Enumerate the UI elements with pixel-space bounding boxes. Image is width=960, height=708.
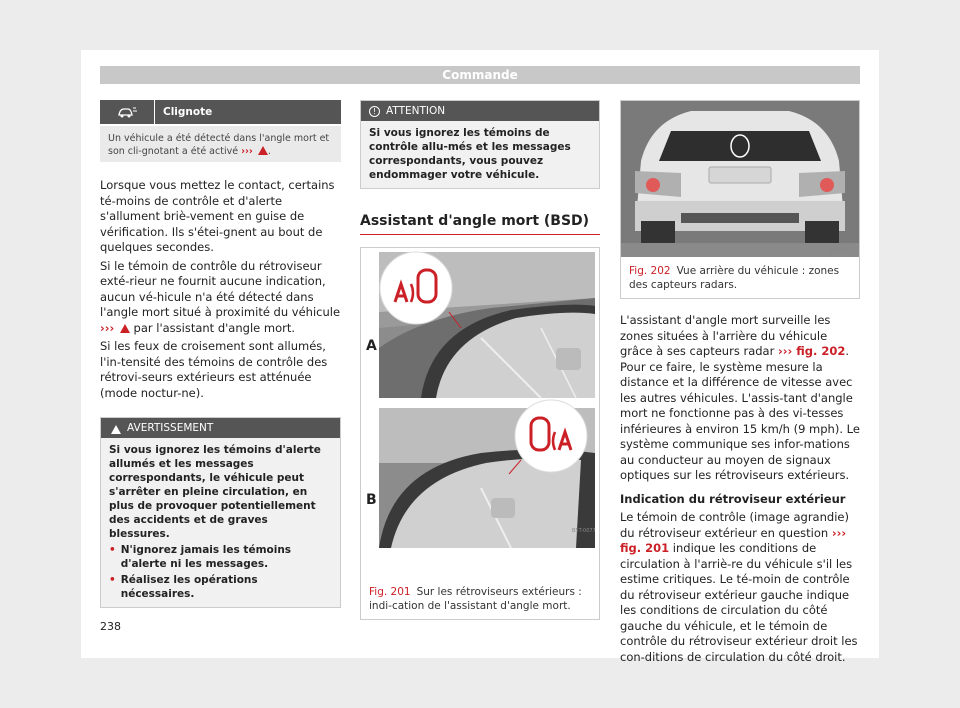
info-icon: ! [369, 106, 380, 117]
paragraph: Si les feux de croisement sont allumés, l'in-tensité des témoins de contrôle des rétrovi-seurs extérieurs est atténuée (mode noctur-ne). [100, 339, 328, 400]
paragraph [100, 259, 341, 337]
warning-bullet: • N'ignorez jamais les témoins d'alerte ni les messages. [109, 544, 292, 570]
figure-201 [360, 247, 600, 620]
column-left [100, 100, 341, 608]
figure-label: Fig. 201 [369, 586, 411, 598]
image-code: B6F-0027 [828, 248, 853, 254]
warning-icon [120, 324, 130, 333]
warning-icon [111, 425, 121, 434]
warning-bullet: • Réalisez les opérations nécessaires. [109, 574, 258, 600]
attention-box-header [361, 101, 599, 121]
caption-text: Vue arrière du véhicule : zones des capteurs radars. [629, 265, 840, 291]
panel-label-b: B [366, 492, 377, 508]
warning-box-header [101, 418, 340, 438]
figure-caption [361, 582, 599, 619]
indicator-table-row: Un véhicule a été détecté dans l'angle mort et son cli-gnotant a été activé ››› . [100, 126, 341, 162]
paragraph-text: Si le témoin de contrôle du rétroviseur exté-rieur ne fournit aucune indication, aucun vé-hicule n'a été détecté dans l'angle mort situé à proximité du véhicule [100, 258, 341, 319]
caption-text: Sur les rétroviseurs extérieurs : indi-cation de l'assistant d'angle mort. [369, 586, 582, 612]
attention-title: ATTENTION [386, 105, 446, 117]
warning-box [100, 417, 341, 608]
column-right [620, 100, 860, 668]
section-title: Assistant d'angle mort (BSD) [360, 213, 600, 235]
panel-label-a: A [366, 338, 377, 354]
page-number: 238 [100, 620, 121, 633]
blind-spot-icon [100, 100, 155, 124]
image-code: B5T-0077 [572, 528, 596, 534]
indicator-table-header [100, 100, 341, 124]
paragraph: Lorsque vous mettez le contact, certains té-moins de contrôle et d'alerte s'allument briè-vement en guise de vérification. Ils s'étei-gnent au bout de quelques secondes. [100, 178, 335, 254]
figure-caption [621, 261, 859, 298]
paragraph: Le témoin de contrôle (image agrandie) du rétroviseur extérieur en question ››› fig. 201 indique les conditions de circulation à l'arriè-re du véhicule s'il les estime critiques. Le té-moin de contrôle du rétroviseur extérieur gauche indique les conditions de circulation du côté gauche du véhicule, et le témoin de contrôle du rétroviseur extérieur droit les con-ditions de circulation du côté droit. [620, 510, 858, 664]
paragraph: L'assistant d'angle mort surveille les zones situées à l'arrière du véhicule grâce à ses capteurs radar ››› fig. 202. Pour ce faire, le système mesure la distance et la différence de vitesse avec les autres véhicules. L'assis-tant d'angle mort ne fonctionne pas à des vi-tesses inférieures à environ 15 km/h (9 mph). Le système communique ses infor-mations au conducteur au moyen de signaux optiques sur les rétroviseurs extérieurs. [620, 313, 860, 482]
car-rear-illustration [621, 101, 859, 257]
warning-text: Si vous ignorez les témoins d'alerte allumés et les messages correspondants, le véhicule peut s'arrêter en pleine circulation, en plus de provoquer potentiellement des accidents et de graves blessures. [109, 444, 321, 540]
attention-box [360, 100, 600, 189]
warning-body [101, 438, 340, 607]
link-arrows[interactable]: ››› [100, 320, 115, 335]
column-middle [360, 100, 600, 620]
warning-title: AVERTISSEMENT [127, 422, 214, 434]
paragraph-text: par l'assistant d'angle mort. [133, 320, 295, 335]
page-header: Commande [100, 66, 860, 84]
figure-link[interactable]: ››› fig. 202 [777, 344, 846, 358]
mirror-illustration [361, 248, 599, 578]
figure-202 [620, 100, 860, 299]
row-text: Un véhicule a été détecté dans l'angle mort et son cli-gnotant a été activé [108, 133, 330, 157]
figure-label: Fig. 202 [629, 265, 671, 277]
column-label: Clignote [163, 106, 213, 118]
figure-link[interactable]: ››› fig. 201 [620, 525, 847, 555]
link-arrows[interactable]: ››› [241, 146, 253, 157]
attention-body: Si vous ignorez les témoins de contrôle allu-més et les messages correspondants, vous pouvez endommager votre véhicule. [361, 121, 599, 188]
subheading: Indication du rétroviseur extérieur [620, 491, 846, 506]
warning-icon [258, 146, 268, 155]
